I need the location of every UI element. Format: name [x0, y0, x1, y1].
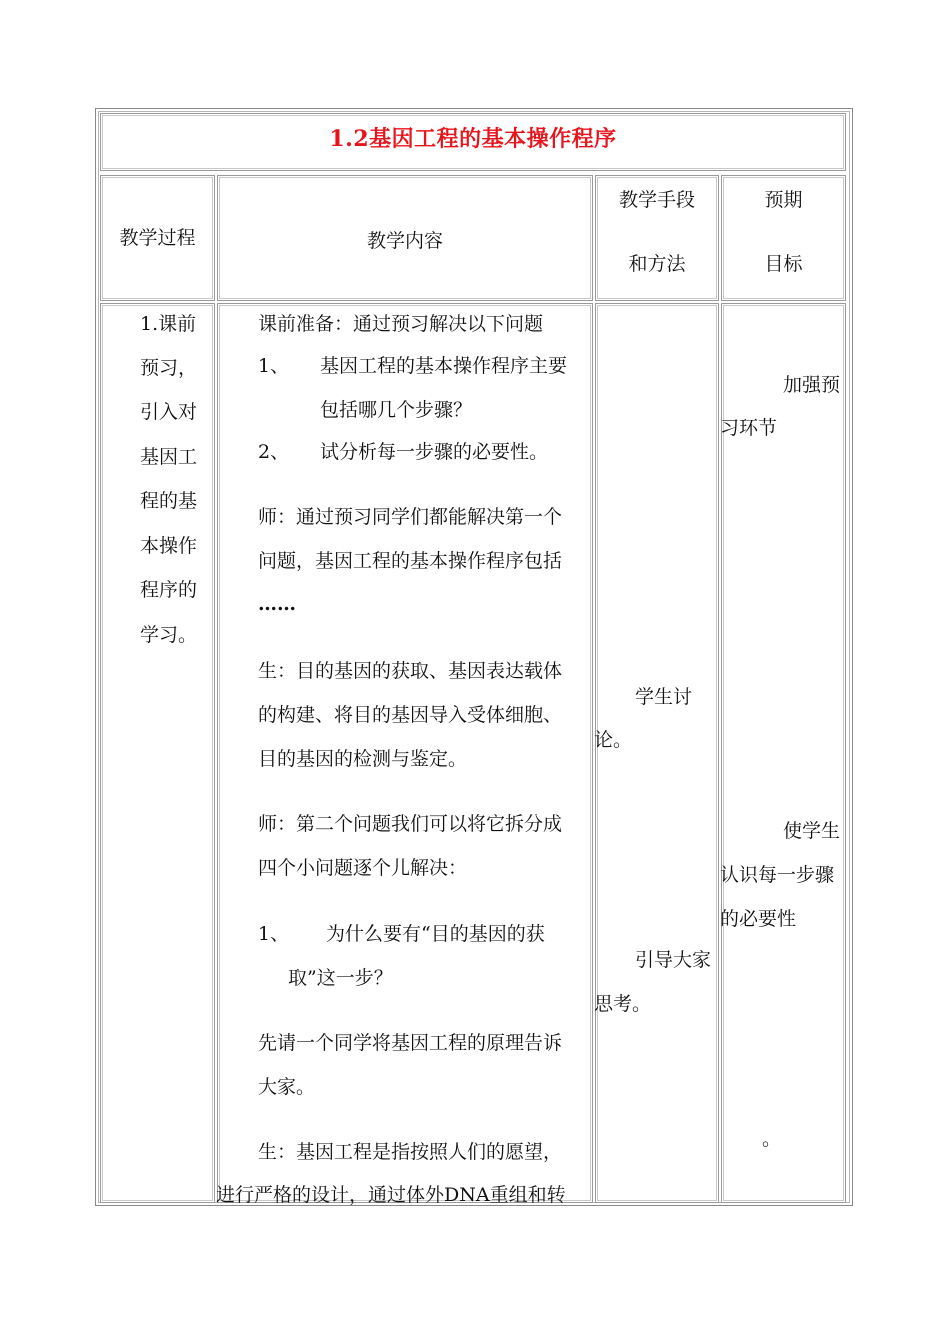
teacher-line: 师：第二个问题我们可以将它拆分成	[258, 813, 563, 835]
question-text: 为什么要有“目的基因的获	[326, 923, 545, 945]
header-method	[595, 175, 719, 301]
goal-line: 使学生	[783, 820, 841, 842]
header-content	[217, 175, 593, 301]
goal-line: 加强预	[783, 374, 841, 396]
student-line: 进行严格的设计，通过体外DNA重组和转	[216, 1184, 566, 1206]
question-number: 1、	[258, 355, 290, 377]
question-text: 取”这一步？	[288, 967, 393, 989]
question-text: 基因工程的基本操作程序主要	[320, 355, 568, 377]
student-line: 生：基因工程是指按照人们的愿望，	[258, 1141, 563, 1163]
lesson-table	[95, 108, 853, 1206]
header-goal-line1: 预期	[764, 189, 803, 211]
student-line: 的构建、将目的基因导入受体细胞、	[258, 704, 563, 726]
goal-line: 认识每一步骤	[720, 864, 835, 886]
goal-line: 的必要性	[720, 908, 797, 930]
question-text: 包括哪几个步骤？	[320, 399, 473, 421]
method-line: 思考。	[594, 993, 652, 1015]
process-cell	[100, 303, 215, 1203]
method-line: 学生讨	[635, 686, 693, 708]
goal-line: 。	[762, 1128, 782, 1150]
process-line: 1.课前	[140, 313, 197, 335]
teacher-line: ……	[258, 593, 296, 615]
header-goal-line2: 目标	[764, 253, 803, 275]
method-cell	[595, 303, 719, 1203]
prep-title: 课前准备：通过预习解决以下问题	[258, 313, 544, 335]
question-text: 试分析每一步骤的必要性。	[320, 441, 549, 463]
header-method-line1: 教学手段	[618, 189, 695, 211]
process-line: 预习，	[140, 357, 198, 379]
process-line: 学习。	[140, 624, 198, 646]
student-line: 目的基因的检测与鉴定。	[258, 748, 468, 770]
teacher-line: 四个小问题逐个儿解决：	[258, 857, 468, 879]
process-line: 引入对	[140, 401, 198, 423]
method-line: 引导大家	[635, 949, 712, 971]
title-cell	[100, 113, 846, 171]
goal-cell	[721, 303, 846, 1203]
content-line: 大家。	[258, 1076, 316, 1098]
header-goal	[721, 175, 846, 301]
header-content-label: 教学内容	[366, 230, 443, 252]
process-line: 程的基	[140, 490, 198, 512]
process-line: 程序的	[140, 579, 198, 601]
process-line: 本操作	[140, 535, 198, 557]
header-method-line2: 和方法	[628, 253, 686, 275]
question-number: 2、	[258, 441, 290, 463]
method-line: 论。	[594, 729, 633, 751]
question-number: 1、	[258, 923, 290, 945]
header-process	[100, 175, 215, 301]
student-line: 生：目的基因的获取、基因表达载体	[258, 660, 563, 682]
header-process-label: 教学过程	[119, 227, 196, 249]
teacher-line: 师：通过预习同学们都能解决第一个	[258, 506, 563, 528]
process-line: 基因工	[140, 446, 198, 468]
content-cell	[216, 303, 593, 1206]
content-line: 先请一个同学将基因工程的原理告诉	[258, 1032, 563, 1054]
teacher-line: 问题，基因工程的基本操作程序包括	[258, 550, 563, 572]
goal-line: 习环节	[720, 417, 778, 439]
page-title: 1.2基因工程的基本操作程序	[329, 126, 617, 152]
